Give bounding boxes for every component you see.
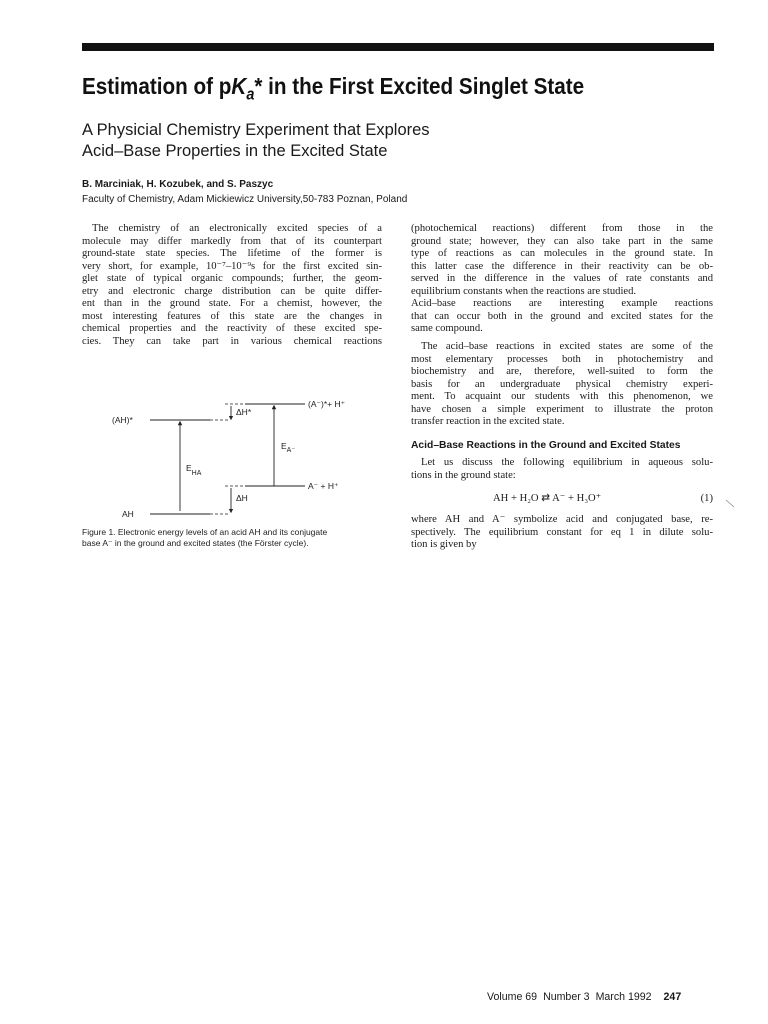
page-number: 247 bbox=[663, 991, 682, 1003]
body-right-column-p2 bbox=[411, 341, 713, 429]
energy-level-diagram bbox=[110, 393, 390, 525]
text-line: same compound. bbox=[411, 323, 483, 334]
text-line: The chemistry of an electronically excited species of a bbox=[92, 223, 382, 234]
figure-caption bbox=[82, 527, 382, 549]
author-affiliation: Faculty of Chemistry, Adam Mickiewicz University,50-783 Poznan, Poland bbox=[82, 194, 408, 205]
footer-number: Number 3 bbox=[543, 991, 590, 1003]
body-right-column-p1 bbox=[411, 223, 713, 336]
label-ah-star: (AH)* bbox=[112, 415, 133, 425]
article-title: Estimation of $pK_a*$ in the First Excited Singlet State bbox=[82, 73, 585, 104]
author-list: B. Marciniak, H. Kozubek, and S. Paszyc bbox=[82, 179, 274, 190]
text-line: type of reactions as can molecules in the ground state. In bbox=[411, 248, 713, 259]
label-ah: AH bbox=[122, 509, 134, 519]
footer-date: March 1992 bbox=[595, 991, 652, 1003]
label-e-ha: $E_{HA}$ bbox=[186, 463, 202, 477]
equation-1 bbox=[411, 492, 713, 506]
text-line: this latter case the difference in their reactivity can be ob- bbox=[411, 260, 713, 272]
text-line: molecule may differ markedly from that of its counterpart bbox=[82, 235, 382, 247]
subtitle-line: Acid–Base Properties in the Excited State bbox=[82, 142, 388, 160]
text-line: have chosen a simple experiment to illustrate the proton bbox=[411, 403, 713, 415]
forster-cycle-figure bbox=[110, 393, 390, 525]
label-a-h: A⁻ + H⁺ bbox=[308, 481, 339, 491]
text-line: transfer reaction in the excited state. bbox=[411, 416, 565, 427]
text-line: ent than in the ground state. For a chemist, however, the bbox=[82, 298, 382, 309]
page-footer bbox=[487, 991, 681, 1003]
section-heading: Acid–Base Reactions in the Ground and Excited States bbox=[411, 440, 681, 451]
text-line: biochemistry and are, therefore, well-suited to form the bbox=[411, 366, 713, 377]
text-line: most interesting features of this state are the changes in bbox=[82, 310, 382, 322]
text-line: very short, for example, 10⁻⁷–10⁻⁹s for the first excited sin- bbox=[82, 260, 382, 272]
text-line: etry and electronic charge distribution can be quite differ- bbox=[82, 285, 382, 297]
label-delta-h-star: ΔH* bbox=[236, 407, 252, 417]
text-line: tion is given by bbox=[411, 539, 477, 550]
header-rule bbox=[82, 43, 714, 51]
caption-line: Figure 1. Electronic energy levels of an acid AH and its conjugate bbox=[82, 527, 328, 537]
text-line: basis for an undergraduate physical chemistry experi- bbox=[411, 378, 713, 390]
text-line: served in the difference in the values of rate constants and bbox=[411, 273, 713, 284]
text-line: (photochemical reactions) different from those in the bbox=[411, 223, 713, 234]
text-line: ground state; however, they can also take part in the same bbox=[411, 235, 713, 247]
text-line: Let us discuss the following equilibrium in aqueous solu- bbox=[421, 457, 713, 468]
text-line: ment. To acquaint our students with this phenomenon, we bbox=[411, 391, 713, 402]
label-delta-h: ΔH bbox=[236, 493, 248, 503]
margin-mark bbox=[725, 499, 735, 509]
text-line: The acid–base reactions in excited states are some of the bbox=[421, 341, 713, 352]
text-line: most elementary processes both in photochemistry and bbox=[411, 353, 713, 365]
label-a-star-h: (A⁻)*+ H⁺ bbox=[308, 399, 346, 409]
text-line: tions in the ground state: bbox=[411, 469, 516, 481]
footer-volume: Volume 69 bbox=[487, 991, 538, 1003]
body-right-column-p3 bbox=[411, 457, 713, 482]
article-subtitle bbox=[82, 120, 502, 162]
text-line: ground-state state species. The lifetime of the former is bbox=[82, 248, 382, 259]
text-line: chemical properties and the reactivity of these excited spe- bbox=[82, 323, 382, 334]
equation-number: (1) bbox=[700, 493, 713, 504]
body-right-column-p4 bbox=[411, 514, 713, 552]
text-line: cies. They can take part in various chemical reactions bbox=[82, 335, 382, 347]
body-left-column bbox=[82, 223, 382, 348]
label-e-a: $E_{A^-}$ bbox=[281, 441, 296, 454]
text-line: where AH and A⁻ symbolize acid and conjugated base, re- bbox=[411, 514, 713, 525]
text-line: equilibrium constants when the reactions are studied. bbox=[411, 285, 637, 297]
equation-expression: AH + H₂O ⇄ A⁻ + H₃O⁺ bbox=[493, 493, 602, 504]
subtitle-line: A Physicial Chemistry Experiment that Explores bbox=[82, 121, 430, 139]
text-line: spectively. The equilibrium constant for eq 1 in dilute solu- bbox=[411, 526, 713, 538]
text-line: glet state of typical organic compounds; further, the geom- bbox=[82, 273, 382, 284]
text-line: that can occur both in the ground and excited states for the bbox=[411, 310, 713, 322]
caption-line: base A⁻ in the ground and excited states (the Förster cycle). bbox=[82, 537, 309, 548]
text-line: Acid–base reactions are interesting example reactions bbox=[411, 298, 713, 309]
